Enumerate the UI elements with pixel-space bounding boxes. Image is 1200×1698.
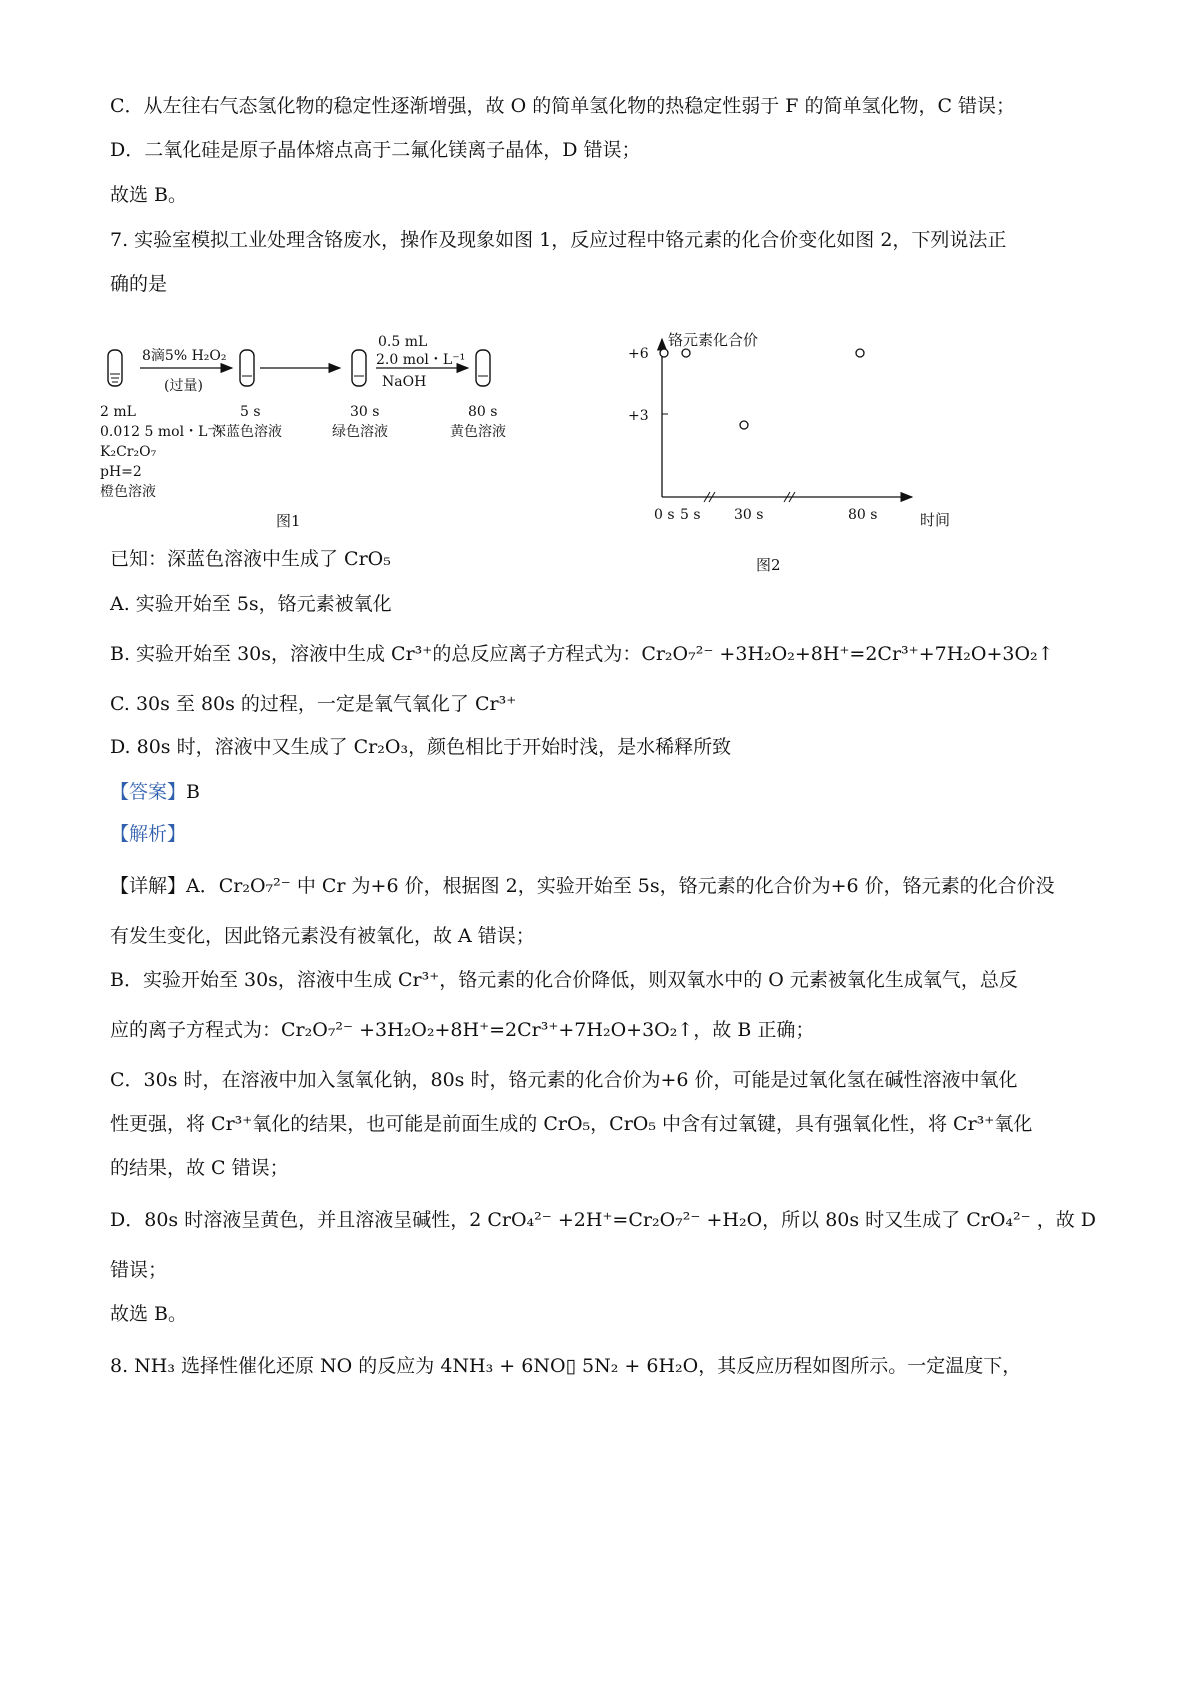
y-axis-label: 铬元素化合价 [668,331,759,349]
x-axis-label: 时间 [920,511,951,529]
data-point-80s [856,349,864,357]
test-tube-4 [476,350,490,386]
prev-choose: 故选 B。 [110,184,188,206]
answer-value: B [186,781,200,803]
answer-row [110,778,1100,806]
test-tube-1 [108,350,122,386]
data-point-5s [682,349,690,357]
question-7-line1: 7. 实验室模拟工业处理含铬废水，操作及现象如图 1，反应过程中铬元素的化合价变化如图 2，下列说法正 [110,229,1007,251]
detail-c-line2: 性更强，将 Cr³⁺氧化的结果，也可能是前面生成的 CrO₅，CrO₅ 中含有过氧键，具有强氧化性，将 Cr³⁺氧化 [110,1113,1033,1135]
x-tick-30s: 30 s [734,507,764,523]
option-c: C. 30s 至 80s 的过程，一定是氧气氧化了 Cr³⁺ [110,693,517,715]
step2-reagent-3: NaOH [382,374,427,390]
x-tick-80s: 80 s [848,507,878,523]
option-a: A. 实验开始至 5s，铬元素被氧化 [110,593,392,615]
tube1-line-4: 橙色溶液 [100,484,156,500]
analysis-tag: 【解析】 [110,823,187,845]
figure-2-chart [620,325,960,580]
detail-b-line1: B．实验开始至 30s，溶液中生成 Cr³⁺，铬元素的化合价降低，则双氧水中的 O 元素被氧化生成氧气，总反 [110,969,1018,991]
known-info: 已知：深蓝色溶液中生成了 CrO₅ [110,548,391,570]
detail-c-line1: C．30s 时，在溶液中加入氢氧化钠，80s 时，铬元素的化合价为+6 价，可能是过氧化氢在碱性溶液中氧化 [110,1069,1018,1091]
answer-tag: 【答案】 [110,781,187,803]
tube4-line-1: 黄色溶液 [450,424,506,440]
question-8: 8. NH₃ 选择性催化还原 NO 的反应为 4NH₃ + 6NO▯ 5N₂ + 6H₂O，其反应历程如图所示。一定温度下， [110,1355,1022,1377]
prev-option-c: C．从左往右气态氢化物的稳定性逐渐增强，故 O 的简单氢化物的热稳定性弱于 F 的简单氢化物，C 错误； [110,95,1016,117]
final-choose: 故选 B。 [110,1303,188,1325]
detail-d-line2: 错误； [110,1259,168,1281]
figure-1-caption: 图1 [276,512,301,530]
test-tube-3 [352,350,366,386]
detail-a-line1: 【详解】A．Cr₂O₇²⁻ 中 Cr 为+6 价，根据图 2，实验开始至 5s，铬元素的化合价为+6 价，铬元素的化合价没 [110,875,1055,897]
tube1-line-3: pH=2 [100,464,142,480]
figure-2-caption: 图2 [756,556,781,574]
question-7-line2: 确的是 [110,273,168,295]
y-tick-3: +3 [628,408,649,424]
step1-reagent: 8滴5% H₂O₂ [142,348,227,364]
tube4-line-0: 80 s [468,404,498,420]
y-tick-6: +6 [628,346,649,362]
tube3-line-1: 绿色溶液 [332,424,388,440]
option-d: D. 80s 时，溶液中又生成了 Cr₂O₃，颜色相比于开始时浅，是水稀释所致 [110,736,732,758]
tube1-line-1: 0.012 5 mol・L⁻¹ [100,424,221,440]
data-point-30s [740,421,748,429]
detail-b-line2: 应的离子方程式为：Cr₂O₇²⁻ +3H₂O₂+8H⁺=2Cr³⁺+7H₂O+3O₂↑，故 B 正确； [110,1019,815,1041]
figure-1 [100,330,580,580]
detail-a-line2: 有发生变化，因此铬元素没有被氧化，故 A 错误； [110,925,535,947]
detail-d-line1: D．80s 时溶液呈黄色，并且溶液呈碱性，2 CrO₄²⁻ +2H⁺=Cr₂O₇²⁻ +H₂O，所以 80s 时又生成了 CrO₄²⁻ ，故 D [110,1209,1096,1231]
step1-note: (过量) [164,378,203,394]
tube1-line-2: K₂Cr₂O₇ [100,444,157,460]
tube2-line-1: 深蓝色溶液 [212,424,282,440]
test-tube-2 [240,350,254,386]
tube2-line-0: 5 s [240,404,261,420]
step2-reagent-2: 2.0 mol・L⁻¹ [376,352,466,368]
x-tick-0s: 0 s [654,507,675,523]
data-point-0s [660,349,668,357]
prev-option-d: D．二氧化硅是原子晶体熔点高于二氟化镁离子晶体，D 错误； [110,139,641,161]
tube3-line-0: 30 s [350,404,380,420]
option-b: B. 实验开始至 30s，溶液中生成 Cr³⁺的总反应离子方程式为：Cr₂O₇²⁻ +3H₂O₂+8H⁺=2Cr³⁺+7H₂O+3O₂↑ [110,643,1054,665]
step2-reagent-1: 0.5 mL [378,334,428,350]
x-tick-5s: 5 s [680,507,701,523]
detail-c-line3: 的结果，故 C 错误； [110,1157,289,1179]
tube1-line-0: 2 mL [100,404,136,420]
